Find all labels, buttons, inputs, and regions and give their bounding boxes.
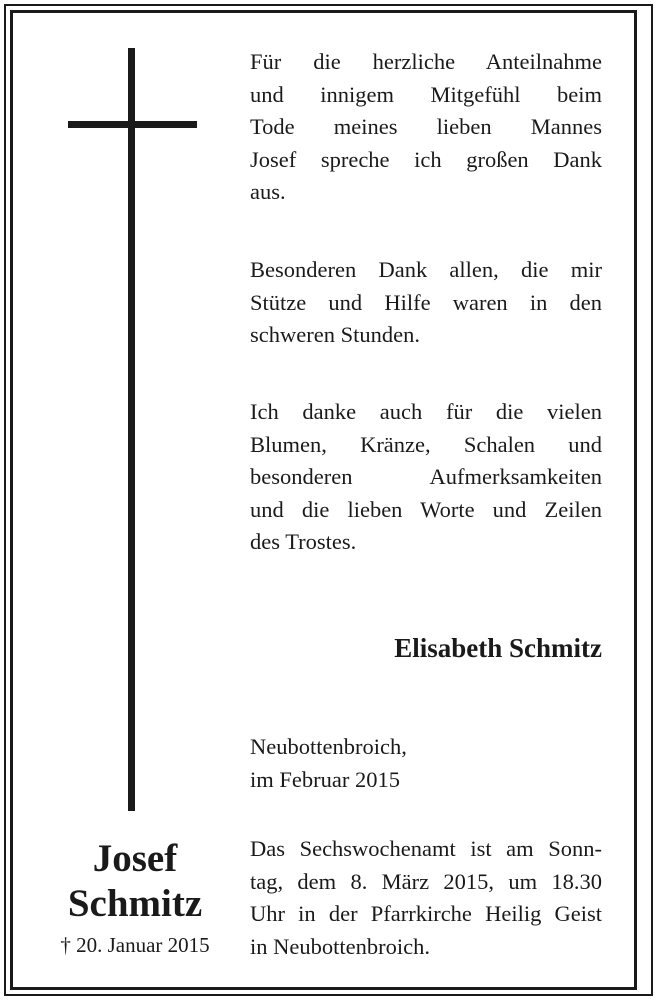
text-line: besonderen Aufmerksamkeiten [250,464,602,489]
thanks-paragraph-3 [250,396,602,559]
service-announcement [250,833,602,963]
text-line: Stütze und Hilfe waren in den [250,289,602,315]
cross-vertical-bar [128,48,135,811]
thanks-paragraph-2 [250,254,602,352]
text-line: Das Sechswochenamt ist am Sonn- [250,836,602,861]
deceased-first-name: Josef [92,837,178,880]
text-line: Für die herzliche Anteilnahme [250,49,602,74]
thanks-paragraph-1 [250,46,602,209]
text-line: Josef spreche ich großen Dank [250,146,602,172]
text-line: Blumen, Kränze, Schalen und [250,431,602,457]
text-line: schweren Stunden. [250,322,420,347]
date-line: im Februar 2015 [250,766,400,792]
text-line: in Neubottenbroich. [250,933,430,959]
text-line: Tode meines lieben Mannes [250,114,602,139]
place-and-date [250,731,602,796]
death-date: † 20. Januar 2015 [60,933,210,957]
place-line: Neubottenbroich, [250,734,407,759]
cross-horizontal-bar [68,121,197,128]
text-line: Uhr in der Pfarrkirche Heilig Geist [250,901,602,926]
text-line: Besonderen Dank allen, die mir [250,257,602,282]
text-line: tag, dem 8. März 2015, um 18.30 [250,868,602,894]
signer-name: Elisabeth Schmitz [394,633,602,663]
text-line: Ich danke auch für die vielen [250,399,602,424]
text-line: aus. [250,179,286,204]
text-line: und innigem Mitgefühl beim [250,81,602,107]
text-line: und die lieben Worte und Zeilen [250,496,602,522]
text-line: des Trostes. [250,529,357,554]
deceased-last-name: Schmitz [67,882,203,925]
